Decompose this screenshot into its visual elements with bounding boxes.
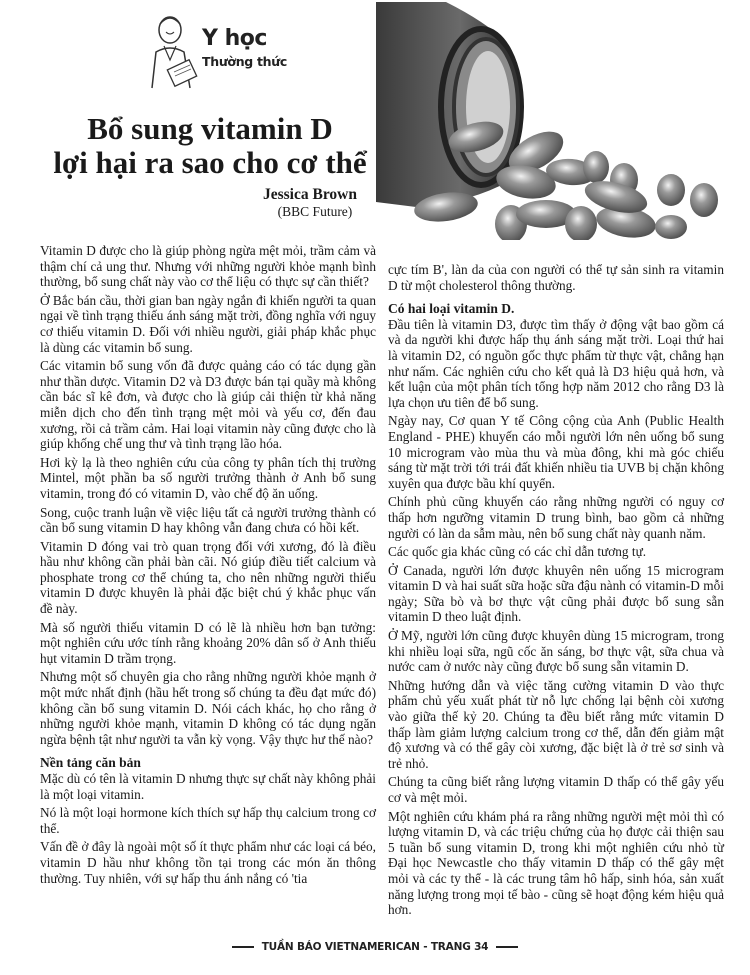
footer-rule-right — [496, 946, 518, 948]
article-source: (BBC Future) — [277, 204, 353, 219]
paragraph: Những hướng dẫn và việc tăng cường vitamin D vào thực phẩm chủ yếu xuất phát từ nỗ lực chống lại bệnh còi xương vào giữa thế kỷ 20. Chúng ta đều biết rằng mức vitamin D thấp làm giảm lượng calcium trong cơ thể, dẫn đến giảm mật độ xương và có thể gây còi xương, đặc biệt là ở trẻ sơ sinh và trẻ nhỏ. — [388, 677, 724, 771]
paragraph: Chính phủ cũng khuyến cáo rằng những người có nguy cơ thấp hơn ngưỡng vitamin D trung bình, bao gồm cả những người có làn da sẫm màu, nên bổ sung chất này quanh năm. — [388, 494, 724, 541]
section-subtitle: Thường thức — [202, 54, 287, 69]
section-heading: Nền tảng căn bản — [40, 755, 141, 771]
byline — [240, 186, 380, 220]
paragraph: Ở Bắc bán cầu, thời gian ban ngày ngắn đi khiến người ta quan ngại về tình trạng thiếu ánh sáng mặt trời, đồng nghĩa với nguy cơ thiếu vitamin D. Đối với nhiều người, giải pháp khắc phục là dùng các vitamin bổ sung. — [40, 292, 376, 355]
paragraph: Nó là một loại hormone kích thích sự hấp thụ calcium trong cơ thể. — [40, 805, 376, 836]
paragraph: Vấn đề ở đây là ngoài một số ít thực phẩm như các loại cá béo, vitamin D hầu như không tồn tại trong các món ăn thông thường. Tuy nhiên, với sự hấp thu ánh nắng có 'tia — [40, 839, 376, 886]
section-title: Y học — [202, 26, 267, 51]
vitamin-capsules-bottle-photo — [376, 2, 746, 240]
paragraph: Ở Canada, người lớn được khuyên nên uống 15 microgram vitamin D và hai suất sữa hoặc sữa đậu nành có vitamin-D mỗi ngày; Sữa bò và bơ thực vật cũng phải được bổ sung sẵn vitamin D theo luật định. — [388, 562, 724, 625]
doctor-illustration-icon — [140, 10, 200, 90]
paragraph: Hơi kỳ lạ là theo nghiên cứu của công ty phân tích thị trường Mintel, một phần ba số người trưởng thành ở Anh bổ sung vitamin, trong đó có vitamin D, vào chế độ ăn uống. — [40, 454, 376, 501]
paragraph: Mà số người thiếu vitamin D có lẽ là nhiều hơn bạn tưởng: một nghiên cứu ước tính rằng khoảng 20% dân số ở Anh thiếu hụt vitamin D trầm trọng. — [40, 619, 376, 666]
paragraph: cực tím B', làn da của con người có thể tự sản sinh ra vitamin D từ một cholesterol thông thường. — [388, 262, 724, 293]
author-name: Jessica Brown — [262, 186, 357, 203]
paragraph: Song, cuộc tranh luận về việc liệu tất cả người trưởng thành có cần bổ sung vitamin D hay không vẫn đang chưa có hồi kết. — [40, 504, 376, 536]
footer-rule-left — [232, 946, 254, 948]
paragraph: Vitamin D được cho là giúp phòng ngừa mệt mỏi, trầm cảm và thậm chí cả ung thư. Nhưng với những người khỏe mạnh bình thường, bổ sung chất này vào cơ thể liệu có thực sự cần thiết? — [40, 243, 376, 290]
paragraph: Ngày nay, Cơ quan Y tế Công cộng của Anh (Public Health England - PHE) khuyến cáo mỗi người lớn nên uống bổ sung 10 microgram vào mùa thu và mùa đông, khi mà góc chiếu sáng từ mặt trời tới trái đất khiến nhiều tia UVB bị chặn không xuyên qua được bầu khí quyển. — [388, 413, 724, 491]
paragraph: Nhưng một số chuyên gia cho rằng những người khỏe mạnh ở một mức nhất định (hầu hết trong số chúng ta đều đạt mức đó) không cần bổ sung vitamin D. Nói cách khác, họ cho rằng ở những người khỏe mạnh, vitamin D không có tác dụng ngăn ngừa bệnh tật như người ta vẫn kỳ vọng. Vậy thực hư thế nào? — [40, 669, 376, 747]
headline-line-2: lợi hại ra sao cho cơ thể — [53, 145, 367, 180]
paragraph: Một nghiên cứu khám phá ra rằng những người mệt mỏi thì có lượng vitamin D, và các triệu chứng của họ được cải thiện sau 5 tuần bổ sung vitamin D, trong khi một nghiên cứu nhỏ từ Đại học Newcastle cho thấy vitamin D thấp có thể gây mệt mỏi và các ty thể - là các trung tâm hô hấp, sinh hóa, sản xuất năng lượng trong mọi tế bào - cũng sẽ hoạt động kém hiệu quả hơn. — [388, 808, 724, 918]
paragraph: Các quốc gia khác cũng có các chỉ dẫn tương tự. — [388, 544, 647, 560]
article-headline — [40, 112, 380, 180]
paragraph: Chúng ta cũng biết rằng lượng vitamin D thấp có thể gây yếu cơ và mệt mỏi. — [388, 774, 724, 805]
footer-text: TUẦN BÁO VIETNAMERICAN - TRANG 34 — [261, 941, 489, 953]
article-column-left — [40, 243, 376, 889]
paragraph: Mặc dù có tên là vitamin D nhưng thực sự chất này không phải là một loại vitamin. — [40, 771, 376, 802]
headline-line-1: Bổ sung vitamin D — [87, 111, 333, 146]
section-logo — [140, 10, 300, 90]
paragraph: Các vitamin bổ sung vốn đã được quảng cáo có tác dụng gần như thần dược. Vitamin D2 và D3 được bán tại quầy mà không cần bác sĩ kê đơn, và được cho là giúp cải thiện từ khả năng miễn dịch cho đến tình trạng mệt mỏi và yếu cơ, đến đau xương, rồi cả trầm cảm. Hai loại vitamin này cũng được cho là giúp khống chế ung thư và tình trạng lão hóa. — [40, 358, 376, 452]
article-column-right — [388, 262, 724, 921]
paragraph: Đầu tiên là vitamin D3, được tìm thấy ở động vật bao gồm cá và da người khi được hấp thụ ánh sáng mặt trời. Loại thứ hai là vitamin D2, có nguồn gốc thực phẩm từ thực vật, chẳng hạn như nấm. Các nghiên cứu cho kết quả là D3 hiệu quả hơn, và kết luận của một phân tích tổng hợp năm 2012 cho rằng D3 là lựa chọn ưu tiên để bổ sung. — [388, 316, 724, 410]
paragraph: Ở Mỹ, người lớn cũng được khuyên dùng 15 microgram, trong khi nhiều loại sữa, ngũ cốc ăn sáng, bơ thực vật, sữa chua và nước cam ở nước này cũng được bổ sung sẵn vitamin D. — [388, 628, 724, 675]
section-heading: Có hai loại vitamin D. — [388, 301, 515, 317]
paragraph: Vitamin D đóng vai trò quan trọng đối với xương, đó là điều hầu như không cần phải bàn cãi. Nó giúp điều tiết calcium và phosphate trong cơ thể chúng ta, cho nên những người thiếu vitamin D được khuyên là phải đặc biệt chú ý khắc phục vấn đề này. — [40, 538, 376, 617]
page-footer — [0, 941, 750, 953]
